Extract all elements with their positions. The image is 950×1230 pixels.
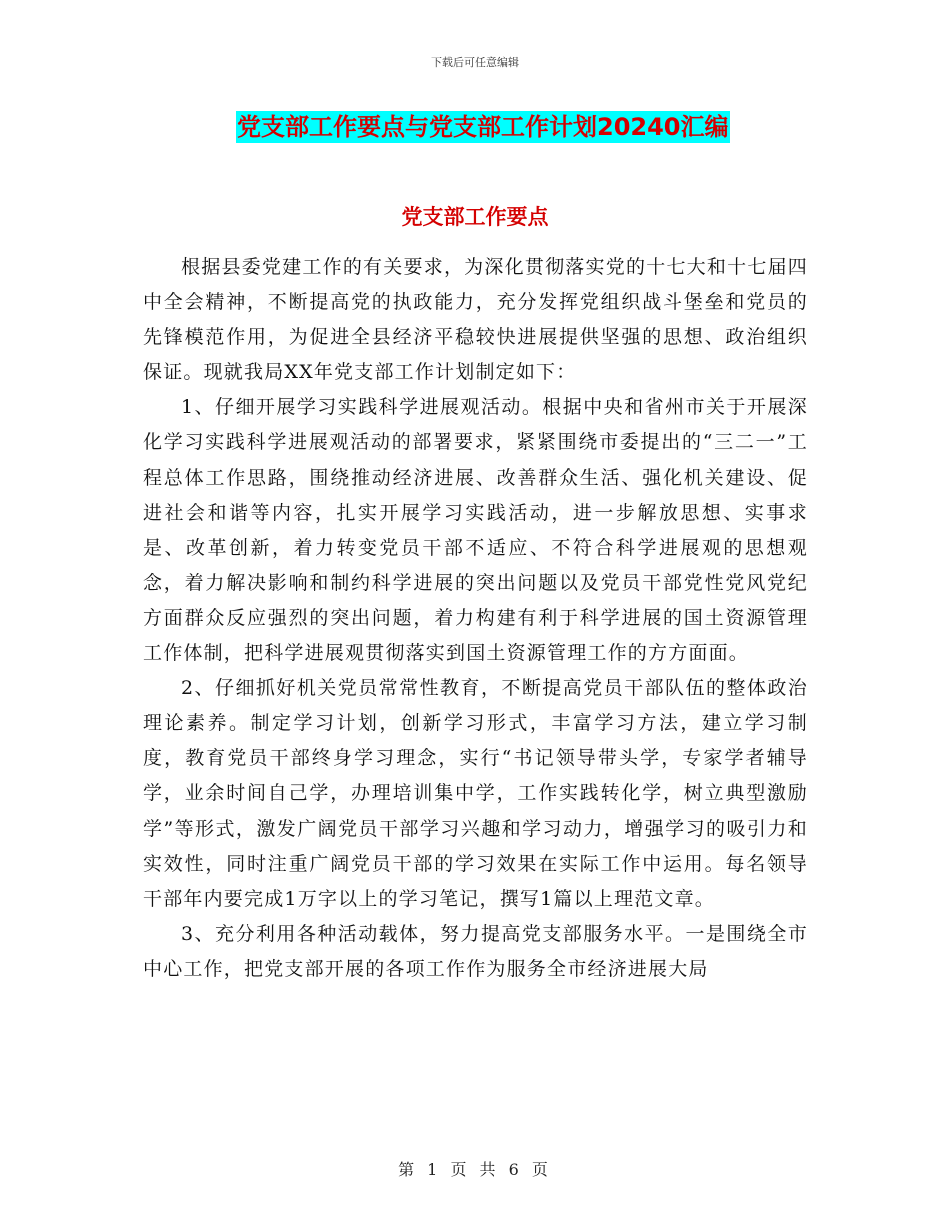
intro-paragraph: 根据县委党建工作的有关要求，为深化贯彻落实党的十七大和十七届四中全会精神，不断提高党的执政能力，充分发挥党组织战斗堡垒和党员的先锋模范作用，为促进全县经济平稳较快进展提供坚强的思想、政治组织保证。现就我局XX年党支部工作计划制定如下： (143, 256, 808, 384)
page-number: 第 1 页 共 6 页 (398, 1160, 552, 1179)
item-1-paragraph: 1、仔细开展学习实践科学进展观活动。根据中央和省州市关于开展深化学习实践科学进展观活动的部署要求，紧紧围绕市委提出的“三二一”工程总体工作思路，围绕推动经济进展、改善群众生活、强化机关建设、促进社会和谐等内容，扎实开展学习实践活动，进一步解放思想、实事求是、改革创新，着力转变党员干部不适应、不符合科学进展观的思想观念，着力解决影响和制约科学进展的突出问题以及党员干部党性党风党纪方面群众反应强烈的突出问题，着力构建有利于科学进展的国土资源管理工作体制，把科学进展观贯彻落实到国土资源管理工作的方方面面。 (143, 396, 808, 665)
section-title: 党支部工作要点 (401, 205, 549, 229)
document-body (143, 250, 808, 987)
item-2-paragraph: 2、仔细抓好机关党员常常性教育，不断提高党员干部队伍的整体政治理论素养。制定学习计划，创新学习形式，丰富学习方法，建立学习制度，教育党员干部终身学习理念，实行“书记领导带头学，专家学者辅导学，业余时间自己学，办理培训集中学，工作实践转化学，树立典型激励学”等形式，激发广阔党员干部学习兴趣和学习动力，增强学习的吸引力和实效性，同时注重广阔党员干部的学习效果在实际工作中运用。每名领导干部年内要完成1万字以上的学习笔记，撰写1篇以上理范文章。 (143, 677, 808, 910)
header-note: 下载后可任意编辑 (431, 56, 519, 69)
document-title: 党支部工作要点与党支部工作计划20240汇编 (237, 113, 729, 141)
item-3-paragraph: 3、充分利用各种活动载体，努力提高党支部服务水平。一是围绕全市中心工作，把党支部开展的各项工作作为服务全市经济进展大局 (143, 922, 808, 980)
